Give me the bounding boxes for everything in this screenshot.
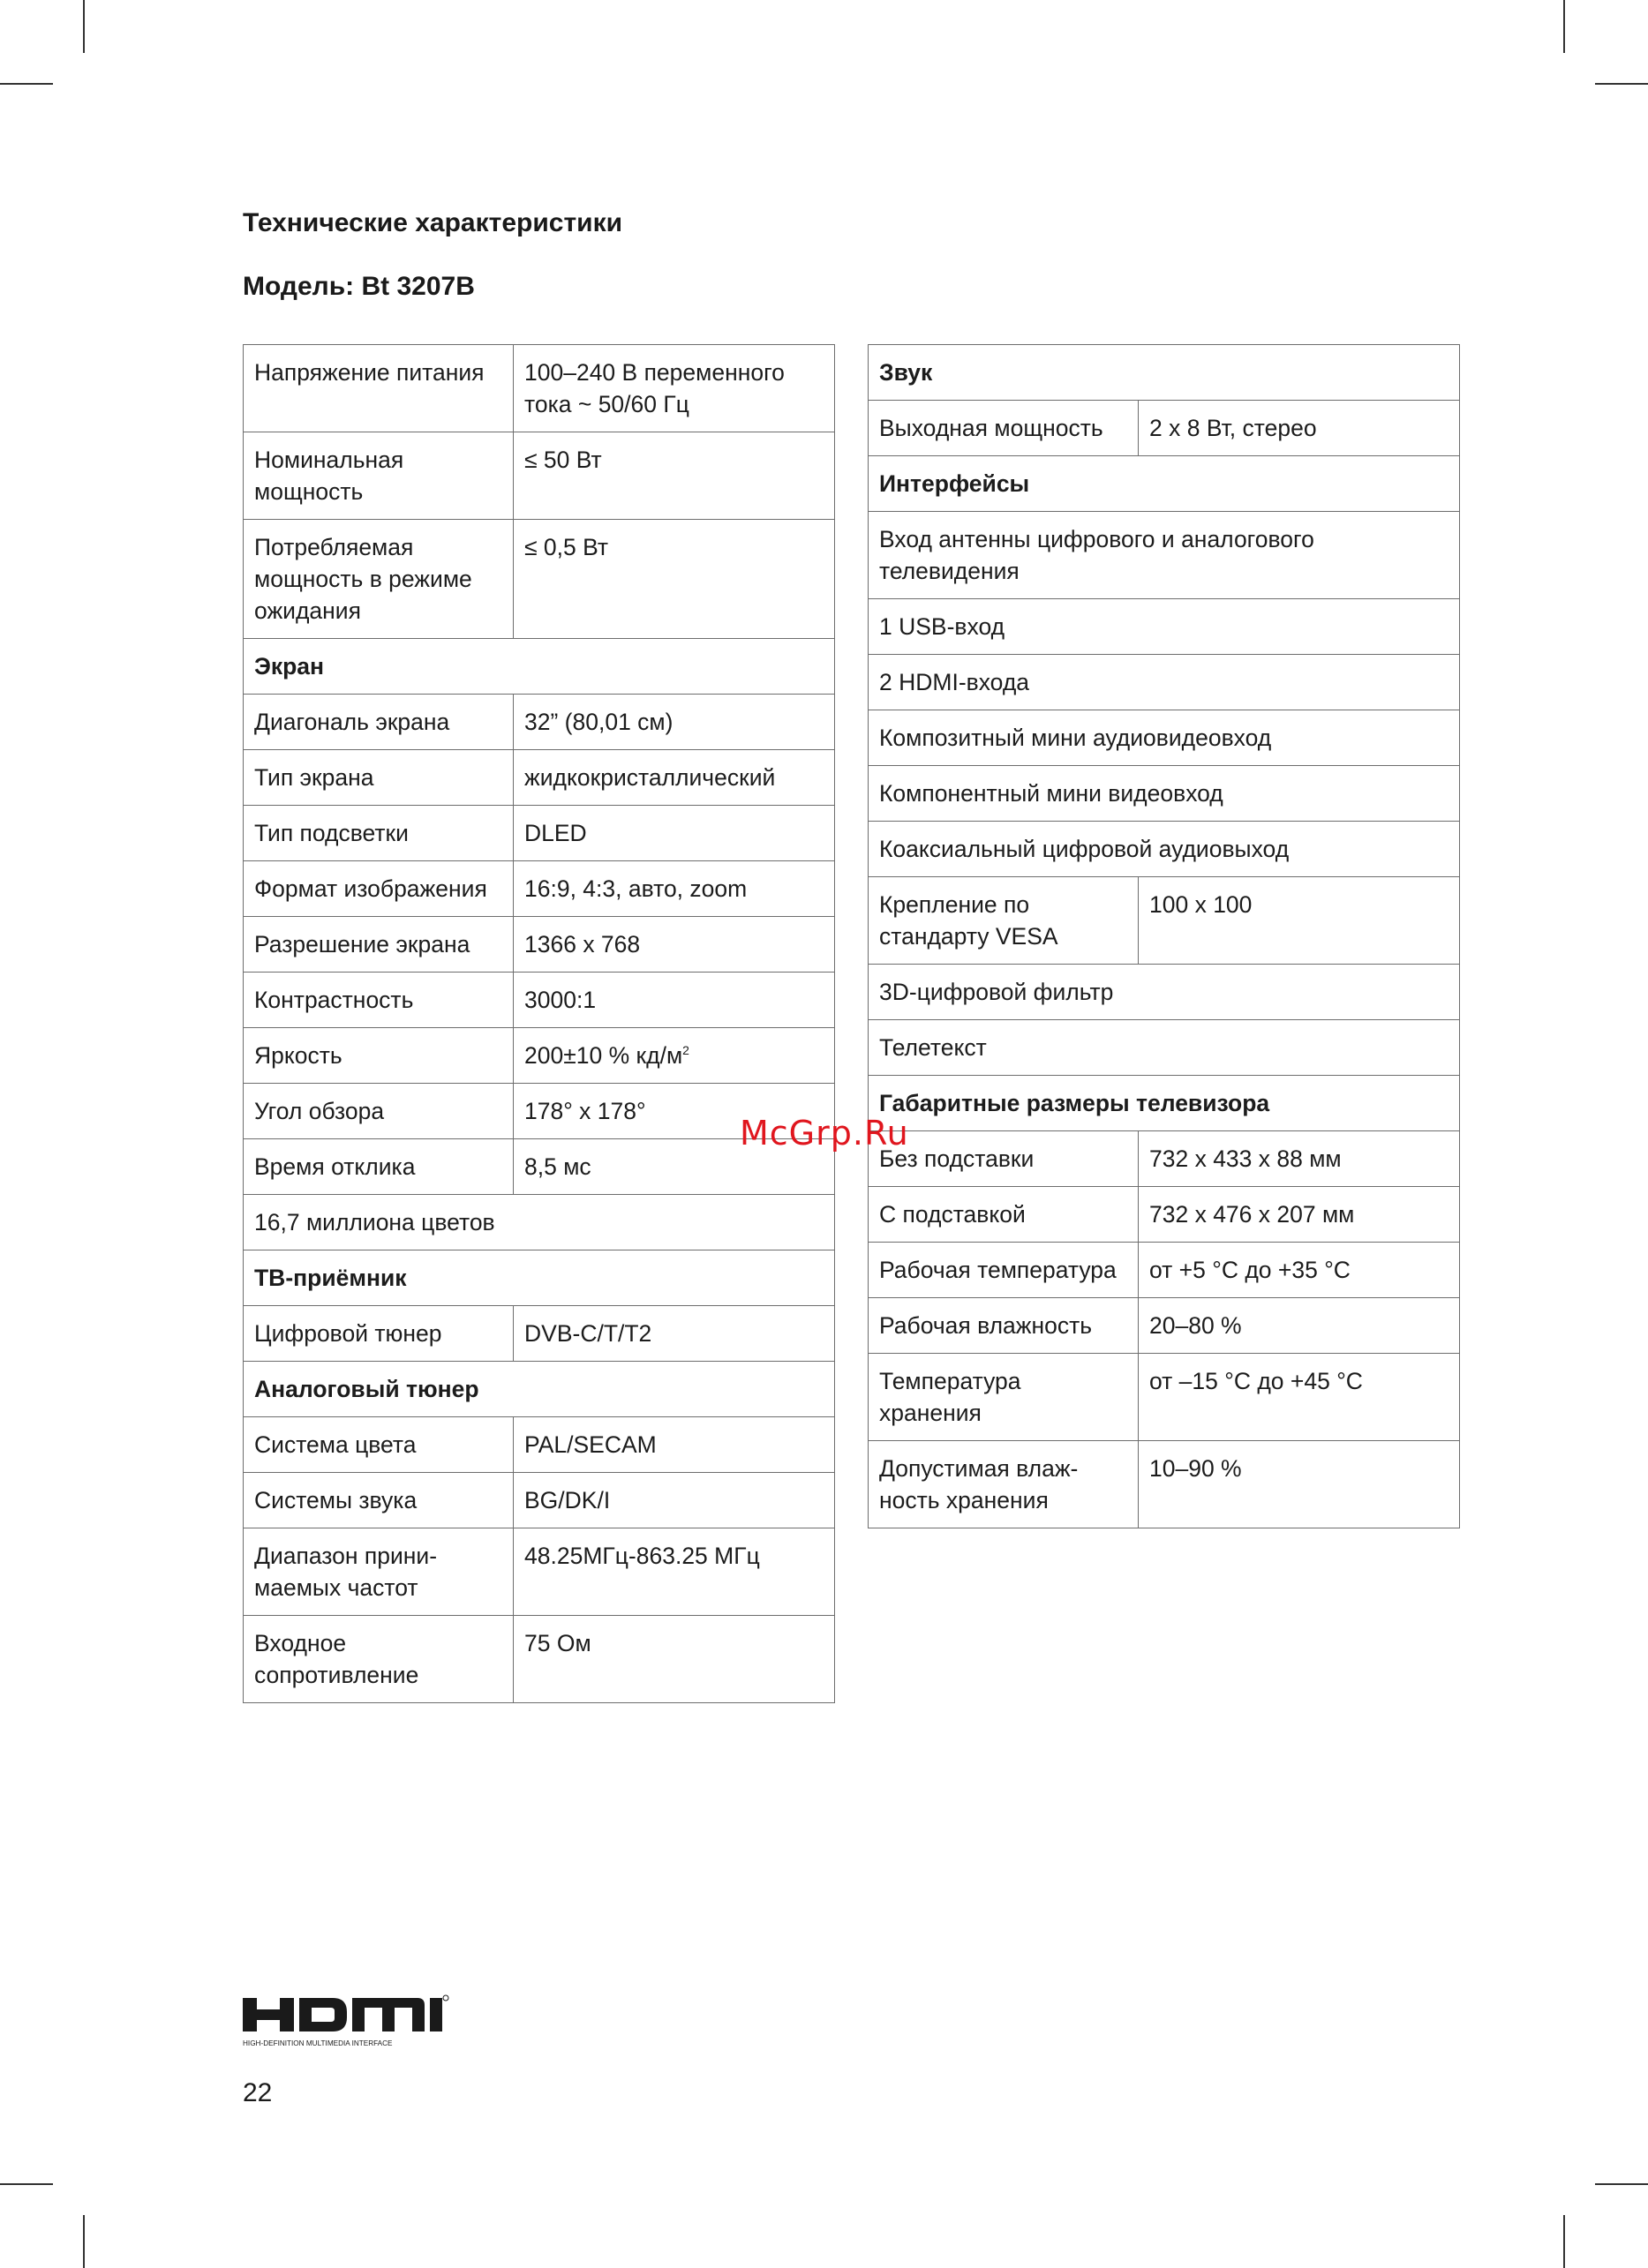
crop-mark [83,2215,85,2268]
spec-row [244,432,835,520]
spec-value [514,1306,835,1362]
spec-value [514,695,835,750]
spec-value [514,1417,835,1473]
crop-mark [83,0,85,53]
spec-row [869,1131,1460,1187]
spec-row-full [869,1020,1460,1076]
spec-value [1139,1243,1460,1298]
spec-value-text: 2 x 8 Вт, стерео [1149,415,1317,441]
spec-value-text: 48.25МГц-863.25 МГц [524,1543,760,1569]
spec-row [244,1417,835,1473]
spec-row-full [869,965,1460,1020]
spec-value-text: от +5 °C до +35 °C [1149,1257,1351,1283]
spec-value [514,432,835,520]
spec-row [869,1354,1460,1441]
spec-row [244,1028,835,1084]
spec-value-text: DLED [524,820,587,846]
spec-value [514,1473,835,1528]
spec-value [514,345,835,432]
spec-value-text: 200±10 % кд/м [524,1042,683,1069]
spec-row [244,1473,835,1528]
section-title: Интерфейсы [869,456,1460,512]
section-title: ТВ-приёмник [244,1250,835,1306]
spec-value [1139,1187,1460,1243]
spec-row-full [869,766,1460,822]
spec-row [244,750,835,806]
hdmi-logo [241,1993,449,2049]
crop-mark [1563,2215,1565,2268]
spec-value [514,806,835,861]
spec-row [244,695,835,750]
spec-value-text: 732 x 433 x 88 мм [1149,1145,1342,1172]
section-header-row [869,1076,1460,1131]
spec-value-text: от –15 °C до +45 °C [1149,1368,1363,1394]
section-header-row [869,345,1460,401]
spec-row [244,973,835,1028]
spec-row [869,1441,1460,1528]
spec-label: Входное сопротивление [244,1616,514,1703]
spec-item: 16,7 миллиона цветов [244,1195,835,1250]
spec-label: Разрешение экрана [244,917,514,973]
spec-item: Вход антенны цифрового и аналогового телевидения [869,512,1460,599]
spec-label: Время отклика [244,1139,514,1195]
spec-item: Коаксиальный цифровой аудиовыход [869,822,1460,877]
spec-row-full [244,1195,835,1250]
spec-label: Системы звука [244,1473,514,1528]
specs-table-right [868,344,1460,1528]
spec-value [514,861,835,917]
spec-item: Компонентный мини видеовход [869,766,1460,822]
spec-label: Температура хранения [869,1354,1139,1441]
spec-value-text: 8,5 мс [524,1153,591,1180]
spec-value [514,750,835,806]
spec-label: Тип экрана [244,750,514,806]
spec-row-full [869,710,1460,766]
spec-value [514,917,835,973]
model-name: Модель: Bt 3207B [243,272,475,301]
spec-label: Формат изображения [244,861,514,917]
spec-row [869,1187,1460,1243]
spec-value-text: 75 Ом [524,1630,591,1656]
spec-label: Система цвета [244,1417,514,1473]
spec-item: 3D-цифровой фильтр [869,965,1460,1020]
spec-value [514,520,835,639]
spec-value [1139,1354,1460,1441]
section-header-row [244,639,835,695]
spec-value-text: 10–90 % [1149,1455,1242,1482]
spec-value-text: жидкокристаллический [524,764,776,791]
crop-mark [1595,2183,1648,2185]
spec-label: Номинальная мощность [244,432,514,520]
spec-value [1139,1298,1460,1354]
spec-value-text: 1366 x 768 [524,931,641,958]
spec-value-text: 20–80 % [1149,1312,1242,1339]
spec-label: Потребляемая мощность в режиме ожидания [244,520,514,639]
section-header-row [244,1362,835,1417]
spec-row [869,1243,1460,1298]
spec-label: Допустимая влаж-ность хранения [869,1441,1139,1528]
spec-row-full [869,822,1460,877]
spec-value-text: ≤ 50 Вт [524,447,602,473]
spec-value [514,1616,835,1703]
spec-row-full [869,512,1460,599]
specs-table-left [243,344,835,1703]
crop-mark [0,2183,53,2185]
section-header-row [869,456,1460,512]
spec-item: 2 HDMI-входа [869,655,1460,710]
page-number: 22 [243,2078,273,2107]
spec-row [244,1306,835,1362]
spec-row [244,806,835,861]
spec-value [1139,877,1460,965]
spec-row [869,1298,1460,1354]
spec-label: Тип подсветки [244,806,514,861]
spec-value-text: ≤ 0,5 Вт [524,534,609,560]
spec-value-text: 16:9, 4:3, авто, zoom [524,875,748,902]
spec-value-text: BG/DK/I [524,1487,611,1513]
spec-value-text: 100 x 100 [1149,891,1253,918]
spec-value-text: 32” (80,01 см) [524,709,673,735]
spec-label: Цифровой тюнер [244,1306,514,1362]
spec-value-text: 732 x 476 x 207 мм [1149,1201,1355,1228]
watermark: McGrp.Ru [740,1114,909,1153]
crop-mark [1595,83,1648,85]
spec-label: Крепление по стандарту VESA [869,877,1139,965]
spec-row [869,877,1460,965]
hdmi-tagline: HIGH-DEFINITION MULTIMEDIA INTERFACE [243,2039,393,2047]
section-title: Звук [869,345,1460,401]
section-title: Экран [244,639,835,695]
spec-value-text: 178° x 178° [524,1098,646,1124]
spec-value [514,1028,835,1084]
spec-row [244,1616,835,1703]
spec-value [1139,1131,1460,1187]
spec-label: Угол обзора [244,1084,514,1139]
spec-value-text: DVB-C/T/T2 [524,1320,652,1347]
crop-mark [1563,0,1565,53]
spec-value [1139,1441,1460,1528]
spec-label: Яркость [244,1028,514,1084]
spec-row [869,401,1460,456]
section-title: Габаритные размеры телевизора [869,1076,1460,1131]
spec-label: С подставкой [869,1187,1139,1243]
spec-label: Без подставки [869,1131,1139,1187]
spec-label: Напряжение питания [244,345,514,432]
spec-row-full [869,655,1460,710]
spec-label: Рабочая влажность [869,1298,1139,1354]
spec-label: Диагональ экрана [244,695,514,750]
section-header-row [244,1250,835,1306]
spec-row [244,345,835,432]
spec-row [244,520,835,639]
section-title: Аналоговый тюнер [244,1362,835,1417]
spec-item: 1 USB-вход [869,599,1460,655]
spec-value-text: 100–240 В переменного тока ~ 50/60 Гц [524,359,785,417]
document-title: Технические характеристики [243,208,623,237]
spec-label: Диапазон прини-маемых частот [244,1528,514,1616]
crop-mark [0,83,53,85]
spec-row-full [869,599,1460,655]
spec-item: Телетекст [869,1020,1460,1076]
spec-value [514,1528,835,1616]
spec-value-text: 3000:1 [524,987,597,1013]
spec-label: Контрастность [244,973,514,1028]
spec-value [514,973,835,1028]
spec-row [244,917,835,973]
spec-row [244,861,835,917]
spec-value-superscript: 2 [682,1043,689,1058]
spec-row [244,1528,835,1616]
spec-label: Выходная мощность [869,401,1139,456]
spec-value-text: PAL/SECAM [524,1431,657,1458]
spec-value [1139,401,1460,456]
spec-label: Рабочая температура [869,1243,1139,1298]
spec-item: Композитный мини аудиовидеовход [869,710,1460,766]
